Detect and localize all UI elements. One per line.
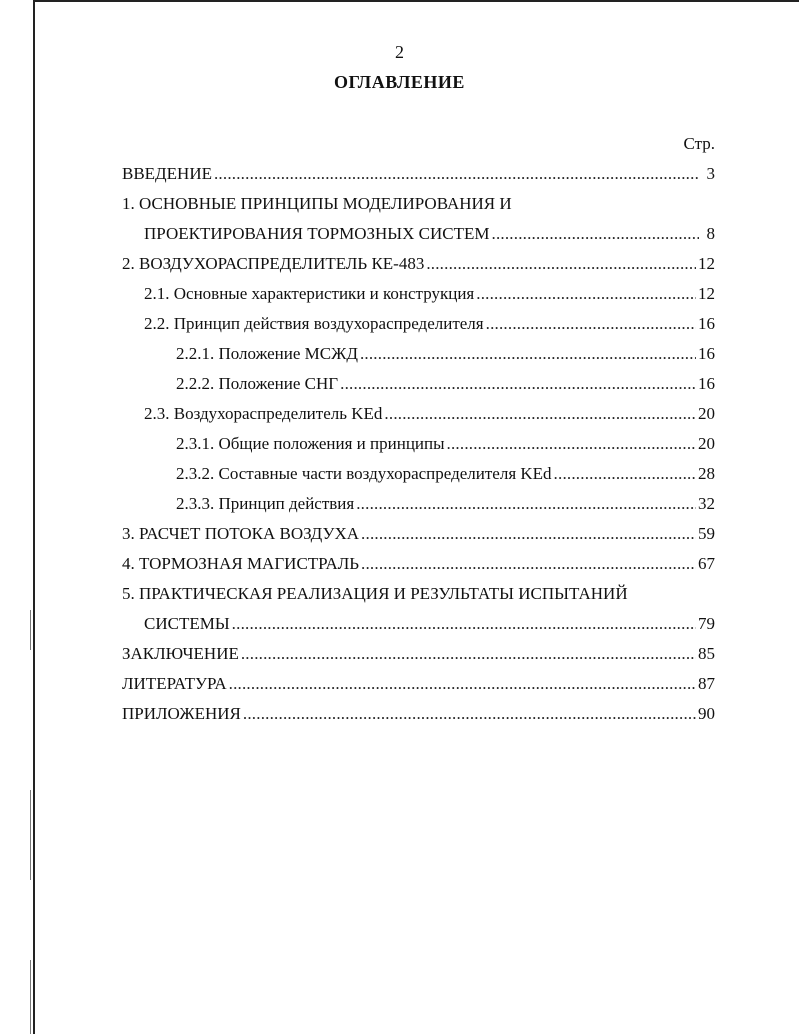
dot-leader <box>384 403 696 425</box>
toc-entry-literature[interactable] <box>122 673 715 695</box>
dot-leader <box>229 673 696 695</box>
toc-entry-page: 90 <box>698 704 715 723</box>
toc-entry-page: 8 <box>706 224 715 243</box>
dot-leader <box>214 163 699 185</box>
dot-leader <box>243 703 696 725</box>
toc-entry-s1[interactable] <box>144 223 715 245</box>
toc-entry-label: 2.1. Основные характеристики и конструкция <box>144 284 475 303</box>
toc-entry-label: 2.2.1. Положение МСЖД <box>176 344 358 363</box>
toc-entry-page: 85 <box>698 644 715 663</box>
scan-border-left <box>33 0 35 1034</box>
toc-entry-intro[interactable] <box>122 163 715 185</box>
toc-entry-page: 87 <box>698 674 715 693</box>
toc-entry-page: 20 <box>698 404 715 423</box>
dot-leader <box>426 253 696 275</box>
toc-entry-label: ПРОЕКТИРОВАНИЯ ТОРМОЗНЫХ СИСТЕМ <box>144 224 490 243</box>
dot-leader <box>356 493 696 515</box>
dot-leader <box>241 643 696 665</box>
toc-entry-s2-1[interactable] <box>144 283 715 305</box>
page-title: ОГЛАВЛЕНИЕ <box>334 72 465 92</box>
toc-entry-page: 12 <box>698 284 715 303</box>
toc-entry-s2-2-1[interactable] <box>176 343 715 365</box>
dot-leader <box>361 523 696 545</box>
toc-entry-page: 79 <box>698 614 715 633</box>
dot-leader <box>492 223 700 245</box>
toc-entry-s2-3[interactable] <box>144 403 715 425</box>
toc-entry-page: 32 <box>698 494 715 513</box>
toc-entry-page: 12 <box>698 254 715 273</box>
dot-leader <box>361 553 696 575</box>
toc-entry-s2[interactable] <box>122 253 715 275</box>
toc-entry-label: ЗАКЛЮЧЕНИЕ <box>122 644 239 663</box>
toc-entry-page: 67 <box>698 554 715 573</box>
dot-leader <box>360 343 696 365</box>
dot-leader <box>486 313 696 335</box>
scan-mark <box>30 790 31 880</box>
toc-entry-s2-2-2[interactable] <box>176 373 715 395</box>
toc-entry-s2-2[interactable] <box>144 313 715 335</box>
toc-entry-label: 2.2. Принцип действия воздухораспределителя <box>144 314 484 333</box>
toc-entry-label: СИСТЕМЫ <box>144 614 230 633</box>
toc-entry-label: 2.2.2. Положение СНГ <box>176 374 339 393</box>
scan-mark <box>30 960 31 1034</box>
page-column-label: Стр. <box>683 134 715 153</box>
dot-leader <box>554 463 696 485</box>
toc-entry-label: 4. ТОРМОЗНАЯ МАГИСТРАЛЬ <box>122 554 360 573</box>
toc-entry-appendices[interactable] <box>122 703 715 725</box>
toc-entry-page: 3 <box>706 164 715 183</box>
toc-entry-label: 2.3. Воздухораспределитель KEd <box>144 404 383 423</box>
toc-entry-label: 3. РАСЧЕТ ПОТОКА ВОЗДУХА <box>122 524 360 543</box>
toc-entry-conclusion[interactable] <box>122 643 715 665</box>
toc-entry-page: 16 <box>698 314 715 333</box>
toc-entry-label: ЛИТЕРАТУРА <box>122 674 227 693</box>
dot-leader <box>340 373 696 395</box>
toc-entry-s3[interactable] <box>122 523 715 545</box>
toc-entry-s1-line1[interactable]: 1. ОСНОВНЫЕ ПРИНЦИПЫ МОДЕЛИРОВАНИЯ И <box>122 194 512 213</box>
toc-entry-s2-3-1[interactable] <box>176 433 715 455</box>
toc-entry-page: 28 <box>698 464 715 483</box>
toc-entry-page: 20 <box>698 434 715 453</box>
toc-entry-label: 2.3.3. Принцип действия <box>176 494 355 513</box>
toc-entry-s4[interactable] <box>122 553 715 575</box>
dot-leader <box>447 433 696 455</box>
toc-entry-page: 16 <box>698 344 715 363</box>
toc-entry-label: ПРИЛОЖЕНИЯ <box>122 704 241 723</box>
toc-entry-page: 16 <box>698 374 715 393</box>
scan-mark <box>30 610 31 650</box>
page-number: 2 <box>395 42 404 62</box>
toc-entry-label: 2. ВОЗДУХОРАСПРЕДЕЛИТЕЛЬ КЕ-483 <box>122 254 425 273</box>
toc-entry-s2-3-2[interactable] <box>176 463 715 485</box>
toc-entry-s5[interactable] <box>144 613 715 635</box>
toc-entry-s5-line1[interactable]: 5. ПРАКТИЧЕСКАЯ РЕАЛИЗАЦИЯ И РЕЗУЛЬТАТЫ ИСПЫТАНИЙ <box>122 584 628 603</box>
toc-entry-page: 59 <box>698 524 715 543</box>
dot-leader <box>476 283 696 305</box>
dot-leader <box>232 613 696 635</box>
toc-entry-label: 2.3.2. Составные части воздухораспределителя KEd <box>176 464 552 483</box>
toc-entry-label: ВВЕДЕНИЕ <box>122 164 212 183</box>
scan-border-top <box>33 0 799 2</box>
toc-entry-label: 2.3.1. Общие положения и принципы <box>176 434 445 453</box>
toc-entry-s2-3-3[interactable] <box>176 493 715 515</box>
